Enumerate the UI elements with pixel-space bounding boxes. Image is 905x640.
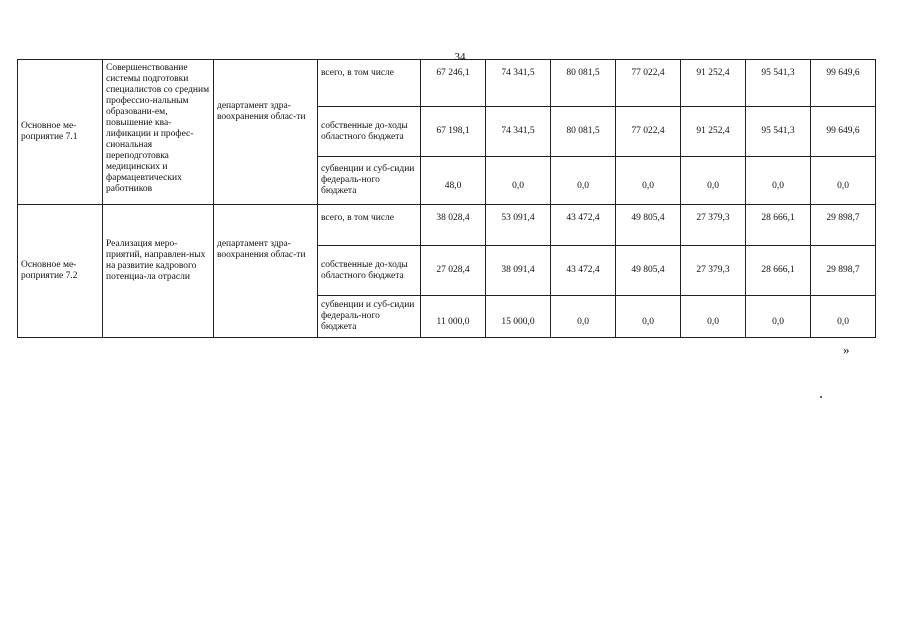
amount-cell: 0,0 <box>746 296 811 338</box>
activity-name: Основное ме-роприятие 7.2 <box>18 205 103 338</box>
amount-cell: 74 341,5 <box>486 107 551 157</box>
amount-cell: 11 000,0 <box>421 296 486 338</box>
amount-cell: 49 805,4 <box>616 246 681 296</box>
activity-description: Совершенствование системы подготовки специалистов со средним профессио-нальным образовани-ем, повышение ква-лификации и профес-сиональная переподготовка медицинских и фармацевтических работников <box>103 60 214 205</box>
activity-description: Реализация меро-приятий, направлен-ных на развитие кадрового потенциа-ла отрасли <box>103 205 214 338</box>
amount-cell: 38 091,4 <box>486 246 551 296</box>
amount-cell: 74 341,5 <box>486 60 551 107</box>
funding-source: всего, в том числе <box>318 60 421 107</box>
amount-cell: 49 805,4 <box>616 205 681 246</box>
amount-cell: 91 252,4 <box>681 107 746 157</box>
amount-cell: 0,0 <box>811 296 876 338</box>
page-number: 34 <box>454 51 466 63</box>
budget-table <box>17 59 876 338</box>
funding-source: собственные до-ходы областного бюджета <box>318 246 421 296</box>
amount-cell: 99 649,6 <box>811 60 876 107</box>
amount-cell: 29 898,7 <box>811 246 876 296</box>
amount-cell: 43 472,4 <box>551 246 616 296</box>
closing-quote-mark: » <box>843 342 850 357</box>
amount-cell: 28 666,1 <box>746 205 811 246</box>
funding-source: всего, в том числе <box>318 205 421 246</box>
table-row <box>18 205 876 246</box>
amount-cell: 0,0 <box>616 157 681 205</box>
funding-source: субвенции и суб-сидии федераль-ного бюджета <box>318 296 421 338</box>
amount-cell: 0,0 <box>746 157 811 205</box>
amount-cell: 15 000,0 <box>486 296 551 338</box>
amount-cell: 80 081,5 <box>551 60 616 107</box>
table-row <box>18 60 876 107</box>
activity-executor: департамент здра-воохранения облас-ти <box>214 60 318 205</box>
amount-cell: 0,0 <box>551 296 616 338</box>
scan-speck <box>820 396 822 398</box>
amount-cell: 48,0 <box>421 157 486 205</box>
amount-cell: 99 649,6 <box>811 107 876 157</box>
amount-cell: 53 091,4 <box>486 205 551 246</box>
amount-cell: 67 198,1 <box>421 107 486 157</box>
amount-cell: 27 028,4 <box>421 246 486 296</box>
amount-cell: 67 246,1 <box>421 60 486 107</box>
amount-cell: 43 472,4 <box>551 205 616 246</box>
amount-cell: 95 541,3 <box>746 60 811 107</box>
amount-cell: 29 898,7 <box>811 205 876 246</box>
amount-cell: 38 028,4 <box>421 205 486 246</box>
amount-cell: 0,0 <box>551 157 616 205</box>
amount-cell: 77 022,4 <box>616 60 681 107</box>
amount-cell: 0,0 <box>486 157 551 205</box>
amount-cell: 27 379,3 <box>681 246 746 296</box>
funding-source: собственные до-ходы областного бюджета <box>318 107 421 157</box>
amount-cell: 0,0 <box>681 157 746 205</box>
amount-cell: 0,0 <box>616 296 681 338</box>
amount-cell: 95 541,3 <box>746 107 811 157</box>
amount-cell: 0,0 <box>811 157 876 205</box>
amount-cell: 91 252,4 <box>681 60 746 107</box>
amount-cell: 27 379,3 <box>681 205 746 246</box>
funding-source: субвенции и суб-сидии федераль-ного бюджета <box>318 157 421 205</box>
amount-cell: 0,0 <box>681 296 746 338</box>
activity-executor: департамент здра-воохранения облас-ти <box>214 205 318 338</box>
activity-name: Основное ме-роприятие 7.1 <box>18 60 103 205</box>
amount-cell: 80 081,5 <box>551 107 616 157</box>
amount-cell: 77 022,4 <box>616 107 681 157</box>
amount-cell: 28 666,1 <box>746 246 811 296</box>
